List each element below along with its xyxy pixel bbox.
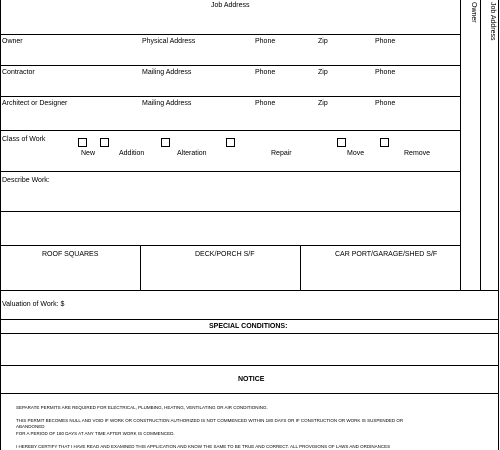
measure-divider — [140, 245, 141, 290]
row-line — [0, 290, 498, 291]
addition-option-label: Addition — [119, 150, 145, 157]
measure-divider — [300, 245, 301, 290]
contractor-phone2-label: Phone — [375, 69, 396, 76]
owner-phone-label: Phone — [255, 38, 276, 45]
alteration-option-label: Alteration — [177, 150, 207, 157]
remove-checkbox[interactable] — [380, 138, 389, 147]
architect-label: Architect or Designer — [2, 100, 68, 107]
row-line — [0, 211, 460, 212]
new-checkbox[interactable] — [78, 138, 87, 147]
row-line — [0, 34, 460, 35]
notice-line: ABANDONED — [16, 424, 45, 429]
row-line — [0, 245, 460, 246]
row-line — [0, 171, 460, 172]
describe-work-label: Describe Work: — [2, 177, 50, 184]
owner-label: Owner — [2, 38, 23, 45]
left-border — [0, 0, 1, 450]
side-divider — [480, 0, 481, 290]
architect-mailing-address-label: Mailing Address — [142, 100, 192, 107]
row-line — [0, 393, 498, 394]
move-option-label: Move — [347, 150, 365, 157]
row-line — [0, 96, 460, 97]
row-line — [0, 365, 498, 366]
contractor-zip-label: Zip — [318, 69, 328, 76]
notice-line: I HEREBY CERTIFY THAT I HAVE READ AND EXAMINED THIS APPLICATION AND KNOW THE SAME TO BE TRUE AND CORRECT. ALL PROVISIONS OF LAWS AND ORDINANCES — [16, 444, 391, 449]
contractor-label: Contractor — [2, 69, 35, 76]
contractor-mailing-address-label: Mailing Address — [142, 69, 192, 76]
architect-zip-label: Zip — [318, 100, 328, 107]
contractor-phone-label: Phone — [255, 69, 276, 76]
deck-porch-label: DECK/PORCH S/F — [195, 251, 255, 258]
physical-address-label: Physical Address — [142, 38, 196, 45]
notice-heading: NOTICE — [238, 376, 265, 383]
owner-phone2-label: Phone — [375, 38, 396, 45]
row-line — [0, 65, 460, 66]
side-job-address-label: Job Address — [489, 2, 496, 41]
architect-phone2-label: Phone — [375, 100, 396, 107]
architect-phone-label: Phone — [255, 100, 276, 107]
move-checkbox[interactable] — [337, 138, 346, 147]
addition-checkbox[interactable] — [100, 138, 109, 147]
job-address-label: Job Address — [211, 2, 250, 9]
repair-option-label: Repair — [271, 150, 292, 157]
notice-line: THIS PERMIT BECOMES NULL AND VOID IF WORK OR CONSTRUCTION AUTHORIZED IS NOT COMMENCED WITHIN 180 DAYS OR IF CONSTRUCTION OR WORK IS SUSPENDED OR — [16, 418, 404, 423]
special-conditions-heading: SPECIAL CONDITIONS: — [209, 323, 288, 330]
notice-line: FOR A PERIOD OF 180 DAYS AT ANY TIME AFTER WORK IS COMMENCED. — [16, 431, 175, 436]
carport-garage-shed-label: CAR PORT/GARAGE/SHED S/F — [335, 251, 438, 258]
notice-line: SEPARATE PERMITS ARE REQUIRED FOR ELECTRICAL, PLUMBING, HEATING, VENTILATING OR AIR CONDITIONING. — [16, 405, 268, 410]
row-line — [0, 130, 460, 131]
remove-option-label: Remove — [404, 150, 431, 157]
side-owner-label: Owner — [470, 2, 477, 23]
class-of-work-label: Class of Work — [2, 136, 46, 143]
new-option-label: New — [81, 150, 96, 157]
row-line — [0, 319, 498, 320]
alteration-checkbox[interactable] — [161, 138, 170, 147]
repair-checkbox[interactable] — [226, 138, 235, 147]
owner-zip-label: Zip — [318, 38, 328, 45]
main-right-border — [460, 0, 461, 290]
valuation-label: Valuation of Work: $ — [2, 301, 65, 308]
roof-squares-label: ROOF SQUARES — [42, 251, 99, 258]
row-line — [0, 333, 498, 334]
right-border — [498, 0, 499, 450]
